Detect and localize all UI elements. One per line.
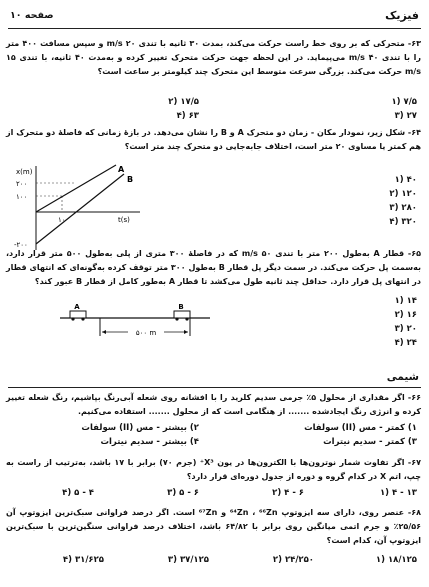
q63-option-1[interactable]: ۱) ۷/۵ bbox=[391, 97, 417, 107]
q65-option-3[interactable]: ۳) ۲۰ bbox=[394, 324, 417, 334]
graph-label-A: A bbox=[118, 165, 125, 174]
question-65-text: ۶۵- قطار A به‌طول ۲۰۰ متر با تندی ۵۰ m/s که در فاصلهٔ ۳۰۰ متری از پلی به‌طول ۵۰۰ متر قرار دارد، به‌سمت پل حرکت می‌کند. در سمت دیگر پل قطار B به‌طول ۳۰۰ متر توقف کرده به‌گونه‌ای که انتهای قطار در انتهای پل قرار دارد. حداقل چند ثانیه طول می‌کشد تا قطار A به‌طور کامل از قطار B عبور کند؟ bbox=[6, 249, 422, 286]
q68-option-4[interactable]: ۴) ۳۱/۶۲۵ bbox=[62, 555, 104, 565]
bridge-length-label: ۵۰۰ m bbox=[135, 329, 157, 337]
dim-arrow-left bbox=[102, 330, 106, 334]
q64-option-4[interactable]: ۴) ۳۲۰ bbox=[389, 217, 417, 227]
q68-option-3[interactable]: ۳) ۳۷/۱۲۵ bbox=[167, 555, 209, 565]
train-B-label: B bbox=[178, 303, 184, 311]
dim-arrow-right bbox=[184, 330, 188, 334]
train-A-wheel-2 bbox=[81, 317, 84, 320]
train-A bbox=[70, 311, 86, 318]
train-B bbox=[174, 311, 190, 318]
q66-option-3[interactable]: ۳) کمتر - سدیم نیترات bbox=[323, 437, 417, 447]
subject-title: فیزیک bbox=[385, 9, 419, 22]
q67-option-3[interactable]: ۳) ۵ - ۶ bbox=[167, 488, 199, 498]
line-B bbox=[36, 174, 124, 244]
page-header bbox=[8, 6, 421, 29]
q63-option-2[interactable]: ۲) ۱۷/۵ bbox=[168, 97, 199, 107]
q66-option-1[interactable]: ۱) کمتر - مس (II) سولفات bbox=[304, 423, 417, 433]
q67-option-1[interactable]: ۱) ۴ - ۱۳ bbox=[379, 488, 417, 498]
q65-option-2[interactable]: ۲) ۱۶ bbox=[394, 310, 417, 320]
tick-100: ۱۰۰ bbox=[16, 193, 28, 201]
q64-option-2[interactable]: ۲) ۱۲۰ bbox=[389, 189, 417, 199]
q65-option-4[interactable]: ۴) ۲۴ bbox=[394, 338, 417, 348]
train-B-wheel-1 bbox=[175, 317, 178, 320]
q66-option-4[interactable]: ۴) بیشتر - سدیم نیترات bbox=[100, 437, 199, 447]
page-number: صفحه ۱۰ bbox=[10, 10, 54, 21]
section-title-chemistry: شیمی bbox=[386, 371, 419, 383]
q64-option-3[interactable]: ۳) ۲۸۰ bbox=[389, 203, 417, 213]
q68-option-1[interactable]: ۱) ۱۸/۱۲۵ bbox=[375, 555, 417, 565]
question-64-text: ۶۴- شکل زیر، نمودار مکان - زمان دو متحرک A و B را نشان می‌دهد. در بازهٔ زمانی که فاصلهٔ دو متحرک از هم کمتر یا مساوی ۲۰ متر است، اختلاف جابه‌جایی دو متحرک چند متر است؟ bbox=[6, 128, 422, 151]
position-time-graph bbox=[14, 162, 144, 254]
question-67-text: ۶۷- اگر تفاوت شمار نوترون‌ها با الکترون‌ها در یون X³⁺ (جرم ۷۰) برابر با ۱۷ باشد، به‌ترتیب از راست به چپ، اتم X در کدام گروه و دوره از جدول دوره‌ای قرار دارد؟ bbox=[6, 458, 421, 481]
tick-neg200: -۲۰۰ bbox=[14, 241, 28, 249]
train-A-label: A bbox=[74, 303, 80, 311]
train-bridge-figure bbox=[60, 302, 210, 344]
train-B-wheel-2 bbox=[185, 317, 188, 320]
tick-200: ۲۰۰ bbox=[16, 180, 28, 188]
question-66-text: ۶۶- اگر مقداری از محلول ۵٪ جرمی سدیم کلرید را با افشانه روی شعله آبی‌رنگ بپاشیم، رنگ شعله تغییر کرده و انرژی رنگ ایجادشده ....... از هنگامی است که از محلول ....... استفاده می‌کنیم. bbox=[6, 393, 421, 416]
line-A bbox=[36, 165, 116, 212]
q63-option-4[interactable]: ۴) ۶۳ bbox=[176, 111, 199, 121]
graph-xlabel: t(s) bbox=[118, 216, 130, 224]
q67-option-2[interactable]: ۲) ۴ - ۶ bbox=[272, 488, 304, 498]
section-divider bbox=[8, 387, 421, 388]
q65-option-1[interactable]: ۱) ۱۴ bbox=[394, 296, 417, 306]
question-68-text: ۶۸- عنصر روی، دارای سه ایزوتوپ ⁶⁴Zn ، ⁶⁶Zn و ⁶⁷Zn است. اگر درصد فراوانی سبک‌ترین ایزوتوپ آن ۲۵/۵۶٪ و جرم اتمی میانگین روی برابر با ۶۴/۸۲ باشد، اختلاف درصد فراوانی سنگین‌ترین با سبک‌ترین ایزوتوپ آن، کدام است؟ bbox=[6, 508, 421, 545]
graph-ylabel: x(m) bbox=[16, 168, 33, 176]
question-63-text: ۶۳- متحرکی که بر روی خط راست حرکت می‌کند، بمدت ۳۰ ثانیه با تندی ۲۰ m/s و سپس مسافت ۴۰۰ متر را با تندی ۴۰ m/s می‌پیماید. در این لحظه جهت حرکت متحرک تغییر کرده و به‌مدت ۴۰ ثانیه، با تندی ۱۵ m/s حرکت می‌کند. بزرگی سرعت متوسط این متحرک چند کیلومتر بر ساعت است؟ bbox=[6, 39, 422, 76]
q67-option-4[interactable]: ۴) ۵ - ۴ bbox=[62, 488, 94, 498]
train-A-wheel-1 bbox=[71, 317, 74, 320]
q63-option-3[interactable]: ۳) ۲۷ bbox=[394, 111, 417, 121]
q68-option-2[interactable]: ۲) ۲۴/۲۵۰ bbox=[272, 555, 314, 565]
tick-t10: ۱۰ bbox=[58, 216, 66, 224]
q66-option-2[interactable]: ۲) بیشتر - مس (II) سولفات bbox=[81, 423, 199, 433]
q64-option-1[interactable]: ۱) ۴۰ bbox=[394, 175, 417, 185]
graph-label-B: B bbox=[127, 175, 134, 184]
